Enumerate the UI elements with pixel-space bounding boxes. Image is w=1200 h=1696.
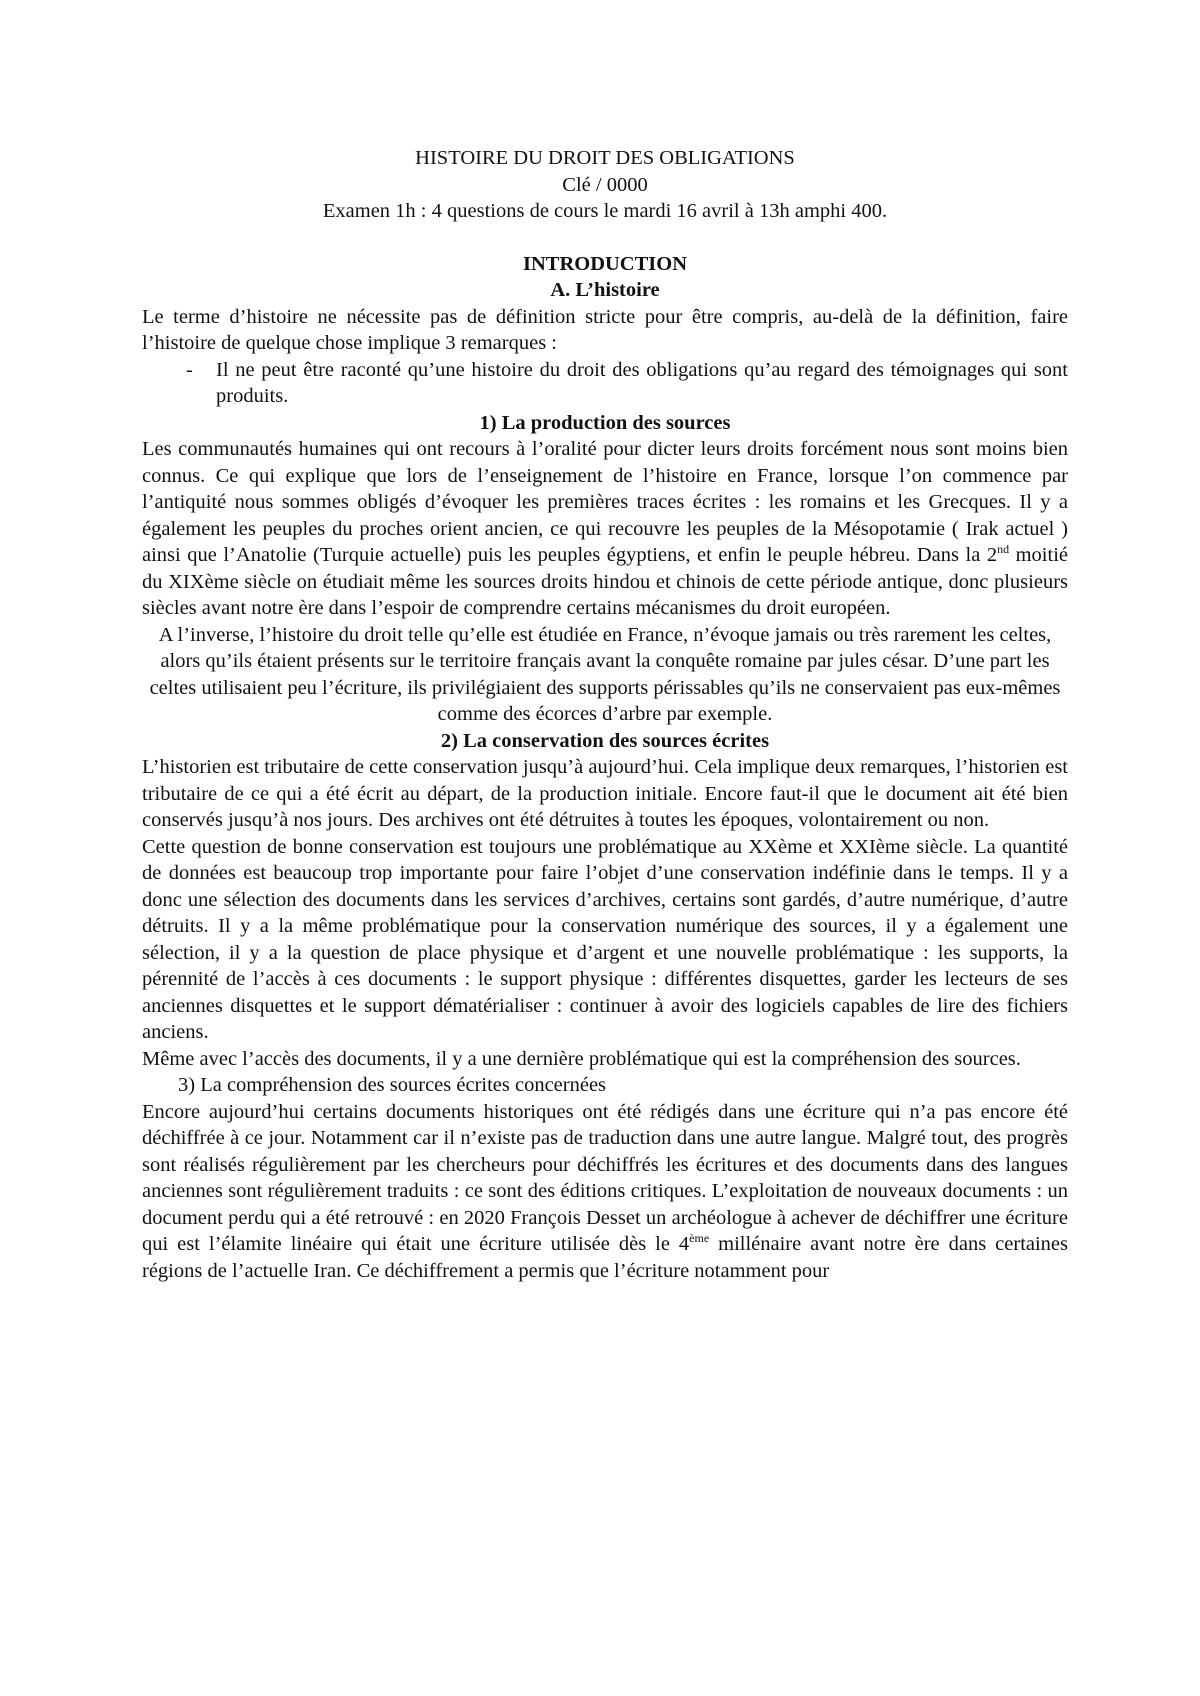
section-2-paragraph-3: Même avec l’accès des documents, il y a une dernière problématique qui est la compréhension des sources.	[142, 1047, 1021, 1070]
section-3-heading: 3) La compréhension des sources écrites concernées	[178, 1074, 607, 1096]
section-3-paragraph	[142, 1099, 1068, 1285]
spacer	[142, 225, 1068, 251]
section-2-paragraph-2: Cette question de bonne conservation est toujours une problématique au XXème et XXIème siècle. La quantité de données est beaucoup trop importante pour faire l’objet d’une conservation indéfinie dans le temps. Il y a donc une sélection des documents dans les services d’archives, certains sont gardés, d’autre numérique, d’autre détruits. Il y a la même problématique pour la conservation numérique des sources, il y a également une sélection, il y a la question de place physique et d’argent et une nouvelle problématique : les supports, la pérennité de l’accès à ces documents : le support physique : différentes disquettes, garder les lecteurs de ses anciennes disquettes et le support dématérialiser : continuer à avoir des logiciels capables de lire des fichiers anciens.	[142, 835, 1068, 1043]
course-title: HISTOIRE DU DROIT DES OBLIGATIONS	[415, 147, 795, 169]
section-1-paragraph	[142, 436, 1068, 622]
section-1-heading: 1) La production des sources	[479, 411, 731, 434]
list-item-text: Il ne peut être raconté qu’une histoire du droit des obligations qu’au regard des témoignages qui sont produits.	[216, 358, 1068, 407]
remarks-list	[142, 357, 1068, 410]
introduction-heading: INTRODUCTION	[522, 252, 688, 275]
list-dash: -	[186, 358, 193, 381]
section-a-heading: A. L’histoire	[550, 279, 660, 301]
section-3-text-a: Encore aujourd’hui certains documents historiques ont été rédigés dans une écriture qui n’a pas encore été déchiffrée à ce jour. Notamment car il n’existe pas de traduction dans une autre langue. Malgré tout, des progrès sont réalisés régulièrement par les chercheurs pour déchiffrés les écritures et des documents dans des langues anciennes sont régulièrement traduits : ce sont des éditions critiques. L’exploitation de nouveaux documents : un document perdu qui a été retrouvé : en 2020 François Desset un archéologue à achever de déchiffrer une écriture qui est l’élamite linéaire qui était une écriture utilisée dès le 4	[142, 1100, 1068, 1255]
section-1-text-a: Les communautés humaines qui ont recours à l’oralité pour dicter leurs droits forcément nous sont moins bien connus. Ce qui explique que lors de l’enseignement de l’histoire en France, lorsque l’on commence par l’antiquité nous sommes obligés d’évoquer les premières traces écrites : les romains et les Grecques. Il y a également les peuples du proches orient ancien, ce qui recouvre les peuples de la Mésopotamie ( Irak actuel ) ainsi que l’Anatolie (Turquie actuelle) puis les peuples égyptiens, et enfin le peuple hébreu. Dans la 2	[142, 438, 1068, 566]
course-code: Clé / 0000	[562, 173, 648, 196]
exam-info: Examen 1h : 4 questions de cours le mardi 16 avril à 13h amphi 400.	[322, 200, 888, 222]
document-header	[142, 145, 1068, 225]
section-2-paragraph-1: L’historien est tributaire de cette conservation jusqu’à aujourd’hui. Cela implique deux remarques, l’historien est tributaire de ce qui a été écrit au départ, de la production initiale. Encore faut-il que le document ait été bien conservés jusqu’à nos jours. Des archives ont été détruites à toutes les époques, volontairement ou non.	[142, 756, 1068, 831]
list-item	[142, 357, 1068, 410]
section-3-text-b: millénaire avant notre ère dans certaines régions de l’actuelle Iran. Ce déchiffrement a permis que l’écriture notamment pour	[142, 1233, 1069, 1282]
section-2-heading: 2) La conservation des sources écrites	[440, 729, 770, 752]
superscript-nd: nd	[997, 542, 1010, 557]
intro-paragraph: Le terme d’histoire ne nécessite pas de définition stricte pour être compris, au-delà de la définition, faire l’histoire de quelque chose implique 3 remarques :	[142, 305, 1068, 354]
section-1-centered-paragraph: A l’inverse, l’histoire du droit telle qu’elle est étudiée en France, n’évoque jamais ou très rarement les celtes, alors qu’ils étaient présents sur le territoire français avant la conquête romaine par jules césar. D’une part les celtes utilisaient peu l’écriture, ils privilégiaient des supports périssables qu’ils ne conservaient pas eux-mêmes comme des écorces d’arbre par exemple.	[149, 623, 1061, 725]
section-1-text-b: moitié du XIXème siècle on étudiait même les sources droits hindou et chinois de cette période antique, donc plusieurs siècles avant notre ère dans l’espoir de comprendre certains mécanismes du droit européen.	[142, 544, 1068, 619]
superscript-eme: ème	[689, 1231, 710, 1246]
